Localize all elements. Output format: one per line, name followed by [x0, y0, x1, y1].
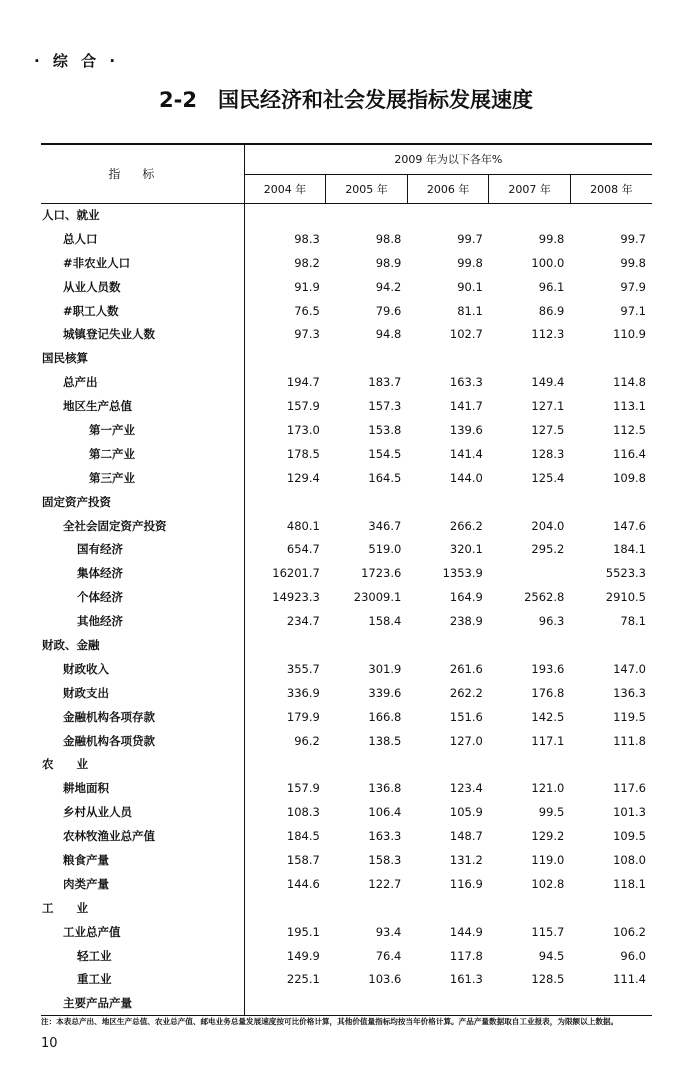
value-cell: 119.5 [613, 709, 646, 724]
section-tag: · 综 合 · [34, 52, 120, 70]
value-cell: 654.7 [286, 542, 320, 557]
value-cell: 115.7 [531, 924, 565, 939]
value-cell: 179.9 [286, 709, 320, 724]
row-label: 第二产业 [41, 442, 244, 466]
row-label: 个体经济 [41, 585, 244, 609]
value-cell: 138.5 [368, 733, 402, 748]
year-header-2008: 2008 年 [570, 174, 652, 203]
row-label: 从业人员数 [41, 275, 244, 299]
value-cell: 164.5 [368, 470, 402, 485]
value-cell: 118.1 [613, 876, 646, 891]
value-cell: 158.3 [368, 852, 402, 867]
row-label: 工业总产值 [41, 920, 244, 944]
value-cell: 1353.9 [442, 566, 483, 581]
value-cell: 117.6 [613, 781, 646, 796]
value-cell: 99.8 [457, 255, 483, 270]
value-cell: 184.1 [613, 542, 646, 557]
table-row [41, 251, 652, 275]
value-cell: 1723.6 [361, 566, 402, 581]
table-row [41, 514, 652, 538]
value-cell: 193.6 [531, 661, 565, 676]
value-cell: 96.3 [538, 614, 565, 629]
row-label: 城镇登记失业人数 [41, 322, 244, 346]
value-cell: 99.8 [620, 255, 646, 270]
value-cell [326, 752, 408, 776]
page-title: 2-2 国民经济和社会发展指标发展速度 [159, 88, 533, 112]
row-label: 集体经济 [41, 561, 244, 585]
value-cell: 99.7 [457, 231, 483, 246]
value-cell: 141.7 [449, 399, 483, 414]
table-row [41, 227, 652, 251]
value-cell: 144.0 [449, 470, 483, 485]
row-label: 国有经济 [41, 537, 244, 561]
value-cell: 158.7 [286, 852, 320, 867]
value-cell [244, 203, 326, 227]
value-cell: 90.1 [457, 279, 483, 294]
value-cell [244, 896, 326, 920]
value-cell: 339.6 [368, 685, 402, 700]
value-cell [489, 896, 571, 920]
value-cell: 261.6 [449, 661, 483, 676]
value-cell: 91.9 [294, 279, 320, 294]
value-cell: 99.8 [538, 231, 565, 246]
row-label: 人口、就业 [41, 203, 244, 227]
value-cell: 262.2 [449, 685, 483, 700]
value-cell [489, 752, 571, 776]
statistics-table [41, 143, 652, 1016]
value-cell: 144.9 [449, 924, 483, 939]
value-cell: 141.4 [449, 446, 483, 461]
value-cell: 128.3 [531, 446, 565, 461]
value-cell: 173.0 [286, 422, 320, 437]
row-label: 金融机构各项贷款 [41, 729, 244, 753]
value-cell: 154.5 [368, 446, 402, 461]
value-cell: 204.0 [531, 518, 565, 533]
table-section-row [41, 203, 652, 227]
value-cell: 195.1 [286, 924, 320, 939]
value-cell: 127.5 [531, 422, 565, 437]
value-cell: 79.6 [375, 303, 402, 318]
row-label: 全社会固定资产投资 [41, 514, 244, 538]
value-cell: 161.3 [449, 972, 483, 987]
table-row [41, 824, 652, 848]
value-cell: 108.0 [613, 852, 646, 867]
value-cell: 148.7 [449, 829, 483, 844]
row-label: #职工人数 [41, 299, 244, 323]
value-cell: 166.8 [368, 709, 402, 724]
value-cell: 16201.7 [272, 566, 320, 581]
value-cell: 114.8 [613, 375, 646, 390]
footnote: 注：本表总产出、地区生产总值、农业总产值、邮电业务总量发展速度按可比价格计算，其他价值量指标均按当年价格计算。产品产量数据取自工业报表，为限额以上数据。 [41, 1017, 619, 1026]
table-row [41, 944, 652, 968]
value-cell: 99.5 [538, 805, 565, 820]
value-cell: 127.1 [531, 399, 565, 414]
value-cell: 116.9 [449, 876, 483, 891]
value-cell: 301.9 [368, 661, 402, 676]
value-cell: 178.5 [286, 446, 320, 461]
table-row [41, 609, 652, 633]
value-cell: 153.8 [368, 422, 402, 437]
value-cell: 97.3 [294, 327, 320, 342]
value-cell: 99.7 [620, 231, 646, 246]
value-cell: 184.5 [286, 829, 320, 844]
value-cell: 2910.5 [605, 590, 646, 605]
value-cell: 355.7 [286, 661, 320, 676]
value-cell: 113.1 [613, 399, 646, 414]
row-label: 财政支出 [41, 681, 244, 705]
value-cell [570, 752, 652, 776]
table-body [41, 203, 652, 1015]
value-cell [407, 752, 489, 776]
value-cell: 238.9 [449, 614, 483, 629]
value-cell [326, 346, 408, 370]
value-cell: 94.2 [375, 279, 402, 294]
value-cell: 519.0 [368, 542, 402, 557]
page-number: 10 [41, 1036, 58, 1051]
value-cell: 295.2 [531, 542, 565, 557]
value-cell [244, 346, 326, 370]
value-cell: 127.0 [449, 733, 483, 748]
value-cell: 112.5 [613, 422, 646, 437]
value-cell [407, 490, 489, 514]
table-row [41, 370, 652, 394]
year-header-2007: 2007 年 [489, 174, 571, 203]
row-label: 第三产业 [41, 466, 244, 490]
value-cell [244, 490, 326, 514]
row-label: 其他经济 [41, 609, 244, 633]
value-cell [244, 991, 326, 1015]
table-row [41, 991, 652, 1015]
value-cell: 147.6 [613, 518, 646, 533]
row-label: 主要产品产量 [41, 991, 244, 1015]
value-cell: 106.4 [368, 805, 402, 820]
value-cell: 109.5 [613, 829, 646, 844]
value-cell [326, 203, 408, 227]
value-cell: 176.8 [531, 685, 565, 700]
value-cell: 117.1 [531, 733, 565, 748]
value-cell: 336.9 [286, 685, 320, 700]
value-cell: 98.8 [375, 231, 402, 246]
value-cell: 346.7 [368, 518, 402, 533]
year-header-2006: 2006 年 [407, 174, 489, 203]
table-section-row [41, 896, 652, 920]
row-label: 地区生产总值 [41, 394, 244, 418]
value-cell: 76.4 [375, 948, 402, 963]
row-label: 总人口 [41, 227, 244, 251]
value-cell: 121.0 [531, 781, 565, 796]
table-row [41, 657, 652, 681]
year-header-2005: 2005 年 [326, 174, 408, 203]
value-cell [326, 896, 408, 920]
table-section-row [41, 346, 652, 370]
table-row [41, 442, 652, 466]
table-row [41, 968, 652, 992]
value-cell: 102.7 [449, 327, 483, 342]
value-cell: 106.2 [613, 924, 646, 939]
value-cell: 105.9 [449, 805, 483, 820]
base-year-header: 2009 年为以下各年% [244, 144, 652, 174]
table-row [41, 322, 652, 346]
value-cell: 157.9 [286, 781, 320, 796]
row-label: 财政收入 [41, 657, 244, 681]
table-row [41, 705, 652, 729]
value-cell [489, 991, 571, 1015]
row-label: 国民核算 [41, 346, 244, 370]
indicator-header: 指标 [41, 144, 244, 203]
year-header-2004: 2004 年 [244, 174, 326, 203]
value-cell [570, 346, 652, 370]
value-cell: 234.7 [286, 614, 320, 629]
value-cell: 183.7 [368, 375, 402, 390]
value-cell: 125.4 [531, 470, 565, 485]
table-row [41, 466, 652, 490]
value-cell: 96.0 [620, 948, 646, 963]
table-row [41, 872, 652, 896]
value-cell [570, 203, 652, 227]
value-cell: 164.9 [449, 590, 483, 605]
value-cell: 129.4 [286, 470, 320, 485]
value-cell [570, 633, 652, 657]
table-row [41, 299, 652, 323]
value-cell [326, 991, 408, 1015]
value-cell: 97.1 [620, 303, 646, 318]
value-cell: 117.8 [449, 948, 483, 963]
table-row [41, 537, 652, 561]
value-cell: 225.1 [286, 972, 320, 987]
value-cell: 93.4 [375, 924, 402, 939]
value-cell [489, 346, 571, 370]
table-row [41, 776, 652, 800]
row-label: 轻工业 [41, 944, 244, 968]
value-cell [407, 896, 489, 920]
value-cell: 144.6 [286, 876, 320, 891]
row-label: 固定资产投资 [41, 490, 244, 514]
value-cell: 149.9 [286, 948, 320, 963]
value-cell: 5523.3 [605, 566, 646, 581]
value-cell: 86.9 [538, 303, 565, 318]
value-cell: 480.1 [286, 518, 320, 533]
table-row [41, 848, 652, 872]
value-cell: 163.3 [368, 829, 402, 844]
table-section-row [41, 490, 652, 514]
table-row [41, 561, 652, 585]
value-cell: 112.3 [531, 327, 565, 342]
value-cell [489, 633, 571, 657]
value-cell: 98.2 [294, 255, 320, 270]
value-cell: 119.0 [531, 852, 565, 867]
table-row [41, 729, 652, 753]
value-cell [570, 490, 652, 514]
row-label: 肉类产量 [41, 872, 244, 896]
value-cell: 101.3 [613, 805, 646, 820]
row-label: 耕地面积 [41, 776, 244, 800]
row-label: 粮食产量 [41, 848, 244, 872]
value-cell: 129.2 [531, 829, 565, 844]
row-label: 农 业 [41, 752, 244, 776]
value-cell [489, 561, 571, 585]
value-cell: 122.7 [368, 876, 402, 891]
row-label: 重工业 [41, 968, 244, 992]
table-row [41, 275, 652, 299]
value-cell: 98.9 [375, 255, 402, 270]
value-cell: 108.3 [286, 805, 320, 820]
value-cell: 2562.8 [524, 590, 565, 605]
value-cell: 97.9 [620, 279, 646, 294]
value-cell: 116.4 [613, 446, 646, 461]
value-cell: 96.1 [538, 279, 565, 294]
value-cell: 320.1 [449, 542, 483, 557]
value-cell: 266.2 [449, 518, 483, 533]
value-cell: 163.3 [449, 375, 483, 390]
table-row [41, 585, 652, 609]
value-cell: 94.8 [375, 327, 402, 342]
table-row [41, 418, 652, 442]
value-cell [407, 633, 489, 657]
row-label: 第一产业 [41, 418, 244, 442]
value-cell: 149.4 [531, 375, 565, 390]
value-cell [489, 490, 571, 514]
value-cell: 111.4 [613, 972, 646, 987]
value-cell: 94.5 [538, 948, 565, 963]
value-cell: 109.8 [613, 470, 646, 485]
value-cell: 100.0 [531, 255, 565, 270]
value-cell [407, 346, 489, 370]
value-cell [407, 203, 489, 227]
value-cell [326, 490, 408, 514]
value-cell: 123.4 [449, 781, 483, 796]
value-cell: 142.5 [531, 709, 565, 724]
value-cell [407, 991, 489, 1015]
value-cell [570, 991, 652, 1015]
table-row [41, 394, 652, 418]
table-row [41, 681, 652, 705]
row-label: #非农业人口 [41, 251, 244, 275]
value-cell: 136.3 [613, 685, 646, 700]
value-cell: 157.3 [368, 399, 402, 414]
row-label: 工 业 [41, 896, 244, 920]
value-cell: 98.3 [294, 231, 320, 246]
row-label: 财政、金融 [41, 633, 244, 657]
value-cell: 151.6 [449, 709, 483, 724]
value-cell [326, 633, 408, 657]
value-cell [244, 752, 326, 776]
value-cell: 23009.1 [353, 590, 402, 605]
value-cell: 96.2 [294, 733, 320, 748]
value-cell: 81.1 [457, 303, 483, 318]
value-cell: 157.9 [286, 399, 320, 414]
row-label: 总产出 [41, 370, 244, 394]
value-cell: 14923.3 [272, 590, 320, 605]
value-cell [489, 203, 571, 227]
value-cell: 136.8 [368, 781, 402, 796]
value-cell: 147.0 [613, 661, 646, 676]
value-cell: 110.9 [613, 327, 646, 342]
value-cell: 102.8 [531, 876, 565, 891]
value-cell: 103.6 [368, 972, 402, 987]
value-cell [570, 896, 652, 920]
table-row [41, 920, 652, 944]
value-cell: 194.7 [286, 375, 320, 390]
row-label: 农林牧渔业总产值 [41, 824, 244, 848]
table-section-row [41, 633, 652, 657]
value-cell [244, 633, 326, 657]
value-cell: 139.6 [449, 422, 483, 437]
value-cell: 128.5 [531, 972, 565, 987]
value-cell: 111.8 [613, 733, 646, 748]
table-section-row [41, 752, 652, 776]
value-cell: 158.4 [368, 614, 402, 629]
row-label: 乡村从业人员 [41, 800, 244, 824]
value-cell: 131.2 [449, 852, 483, 867]
row-label: 金融机构各项存款 [41, 705, 244, 729]
value-cell: 76.5 [294, 303, 320, 318]
value-cell: 78.1 [620, 614, 646, 629]
table-row [41, 800, 652, 824]
